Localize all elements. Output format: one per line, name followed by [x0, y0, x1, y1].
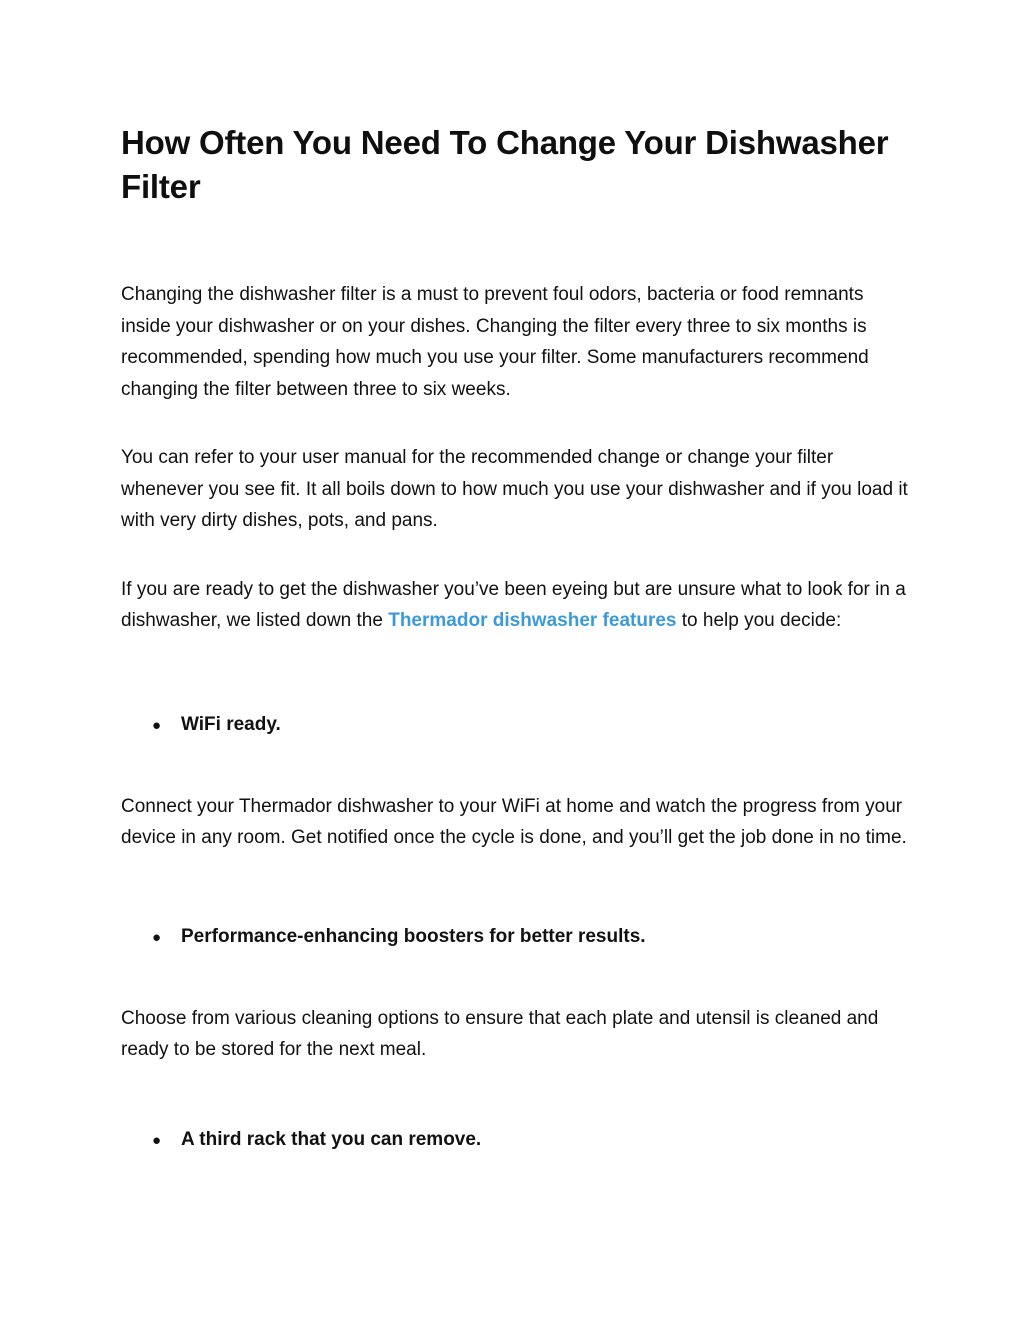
feature-bullet-boosters — [121, 921, 911, 953]
feature-description-wifi: Connect your Thermador dishwasher to your WiFi at home and watch the progress from your device in any room. Get notified once the cycle is done, and you’ll get the job done in no time. — [121, 795, 907, 848]
thermador-features-link[interactable]: Thermador dishwasher features — [388, 610, 677, 631]
bullet-icon: ● — [152, 928, 162, 946]
paragraph-filter-frequency: Changing the dishwasher filter is a must to prevent foul odors, bacteria or food remnants inside your dishwasher or on your dishes. Changing the filter every three to six months is recommended, spending how much you use your filter. Some manufacturers recommend changing the filter between three to six weeks. — [121, 284, 869, 400]
intro-text-after-link: to help you decide: — [676, 610, 842, 631]
paragraph-user-manual: You can refer to your user manual for the recommended change or change your filter whenever you see fit. It all boils down to how much you use your dishwasher and if you load it with very dirty dishes, pots, and pans. — [121, 447, 908, 531]
feature-description-boosters: Choose from various cleaning options to ensure that each plate and utensil is cleaned and ready to be stored for the next meal. — [121, 1007, 879, 1060]
paragraph-features-intro — [121, 574, 911, 637]
article-title: How Often You Need To Change Your Dishwasher Filter — [121, 124, 889, 205]
feature-heading: A third rack that you can remove. — [181, 1128, 482, 1150]
feature-heading: WiFi ready. — [181, 713, 281, 735]
intro-text-before-link: If you are ready to get the dishwasher you’ve been eyeing but are unsure what to look for in a dishwasher, we listed down the — [121, 578, 906, 631]
feature-bullet-third-rack — [121, 1124, 911, 1156]
document-page — [121, 121, 911, 1156]
bullet-icon: ● — [152, 1131, 162, 1149]
feature-heading: Performance-enhancing boosters for better results. — [181, 925, 646, 947]
bullet-icon: ● — [152, 716, 162, 734]
feature-bullet-wifi — [121, 709, 911, 741]
